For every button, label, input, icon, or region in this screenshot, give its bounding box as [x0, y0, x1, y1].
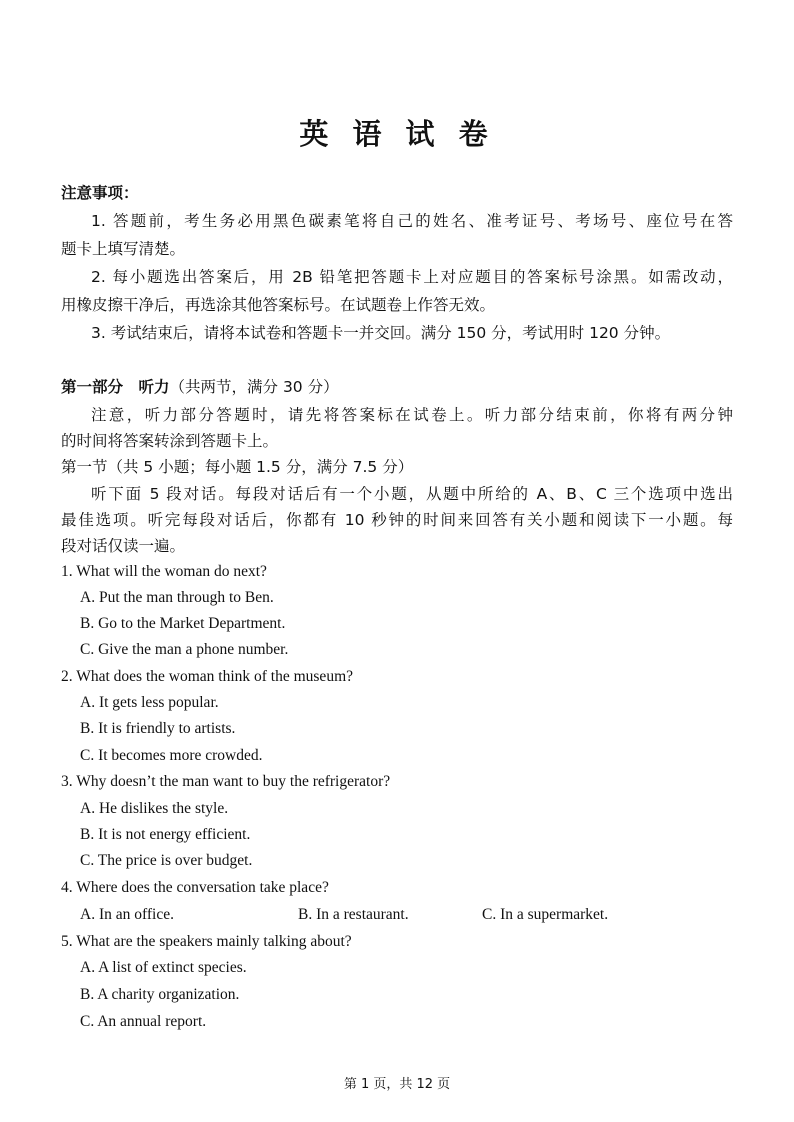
section1-instructions-line-3: 段对话仅读一遍。 — [61, 537, 186, 555]
part1-heading-row — [61, 377, 339, 397]
part1-heading: 第一部分 听力 — [61, 378, 170, 396]
question-2-option-a: A. It gets less popular. — [80, 694, 219, 711]
question-3-option-c: C. The price is over budget. — [80, 852, 253, 869]
part1-heading-note: （共两节，满分 30 分） — [169, 378, 339, 396]
question-4-option-b: B. In a restaurant. — [298, 906, 409, 923]
notice-item-2-line-2: 用橡皮擦干净后，再选涂其他答案标号。在试题卷上作答无效。 — [61, 296, 496, 314]
question-4-option-c: C. In a supermarket. — [482, 906, 609, 923]
notice-item-1-line-2: 题卡上填写清楚。 — [61, 240, 186, 258]
page-footer: 第 1 页，共 12 页 — [343, 1077, 451, 1092]
part1-note-line-1: 注意，听力部分答题时，请先将答案标在试卷上。听力部分结束前，你将有两分钟 — [91, 406, 733, 424]
question-1: 1. What will the woman do next? — [61, 563, 267, 580]
question-5-option-c: C. An annual report. — [80, 1013, 207, 1030]
question-1-option-c: C. Give the man a phone number. — [80, 641, 289, 658]
question-4: 4. Where does the conversation take place? — [61, 879, 329, 896]
notice-item-3: 3. 考试结束后，请将本试卷和答题卡一并交回。满分 150 分，考试用时 120 分钟。 — [91, 324, 671, 342]
question-2: 2. What does the woman think of the museum? — [61, 668, 354, 685]
question-2-option-b: B. It is friendly to artists. — [80, 720, 236, 737]
question-3: 3. Why doesn’t the man want to buy the refrigerator? — [61, 773, 391, 790]
question-1-option-b: B. Go to the Market Department. — [80, 615, 286, 632]
section1-instructions-line-2: 最佳选项。听完每段对话后，你都有 10 秒钟的时间来回答有关小题和阅读下一小题。每 — [61, 511, 733, 529]
notice-item-2-line-1: 2. 每小题选出答案后，用 2B 铅笔把答题卡上对应题目的答案标号涂黑。如需改动， — [91, 268, 733, 286]
section1-heading: 第一节（共 5 小题；每小题 1.5 分，满分 7.5 分） — [61, 458, 414, 476]
section1-instructions-line-1: 听下面 5 段对话。每段对话后有一个小题，从题中所给的 A、B、C 三个选项中选出 — [91, 485, 733, 503]
notice-item-1-line-1: 1. 答题前，考生务必用黑色碳素笔将自己的姓名、准考证号、考场号、座位号在答 — [91, 212, 733, 230]
question-2-option-c: C. It becomes more crowded. — [80, 747, 263, 764]
question-4-option-a: A. In an office. — [80, 906, 174, 923]
page-title: 英 语 试 卷 — [299, 117, 495, 151]
question-5: 5. What are the speakers mainly talking about? — [61, 933, 352, 950]
question-5-option-a: A. A list of extinct species. — [80, 959, 247, 976]
question-1-option-a: A. Put the man through to Ben. — [80, 589, 274, 606]
part1-note-line-2: 的时间将答案转涂到答题卡上。 — [61, 432, 279, 450]
notice-heading: 注意事项： — [61, 184, 139, 202]
question-5-option-b: B. A charity organization. — [80, 986, 240, 1003]
question-3-option-b: B. It is not energy efficient. — [80, 826, 251, 843]
question-3-option-a: A. He dislikes the style. — [80, 800, 229, 817]
